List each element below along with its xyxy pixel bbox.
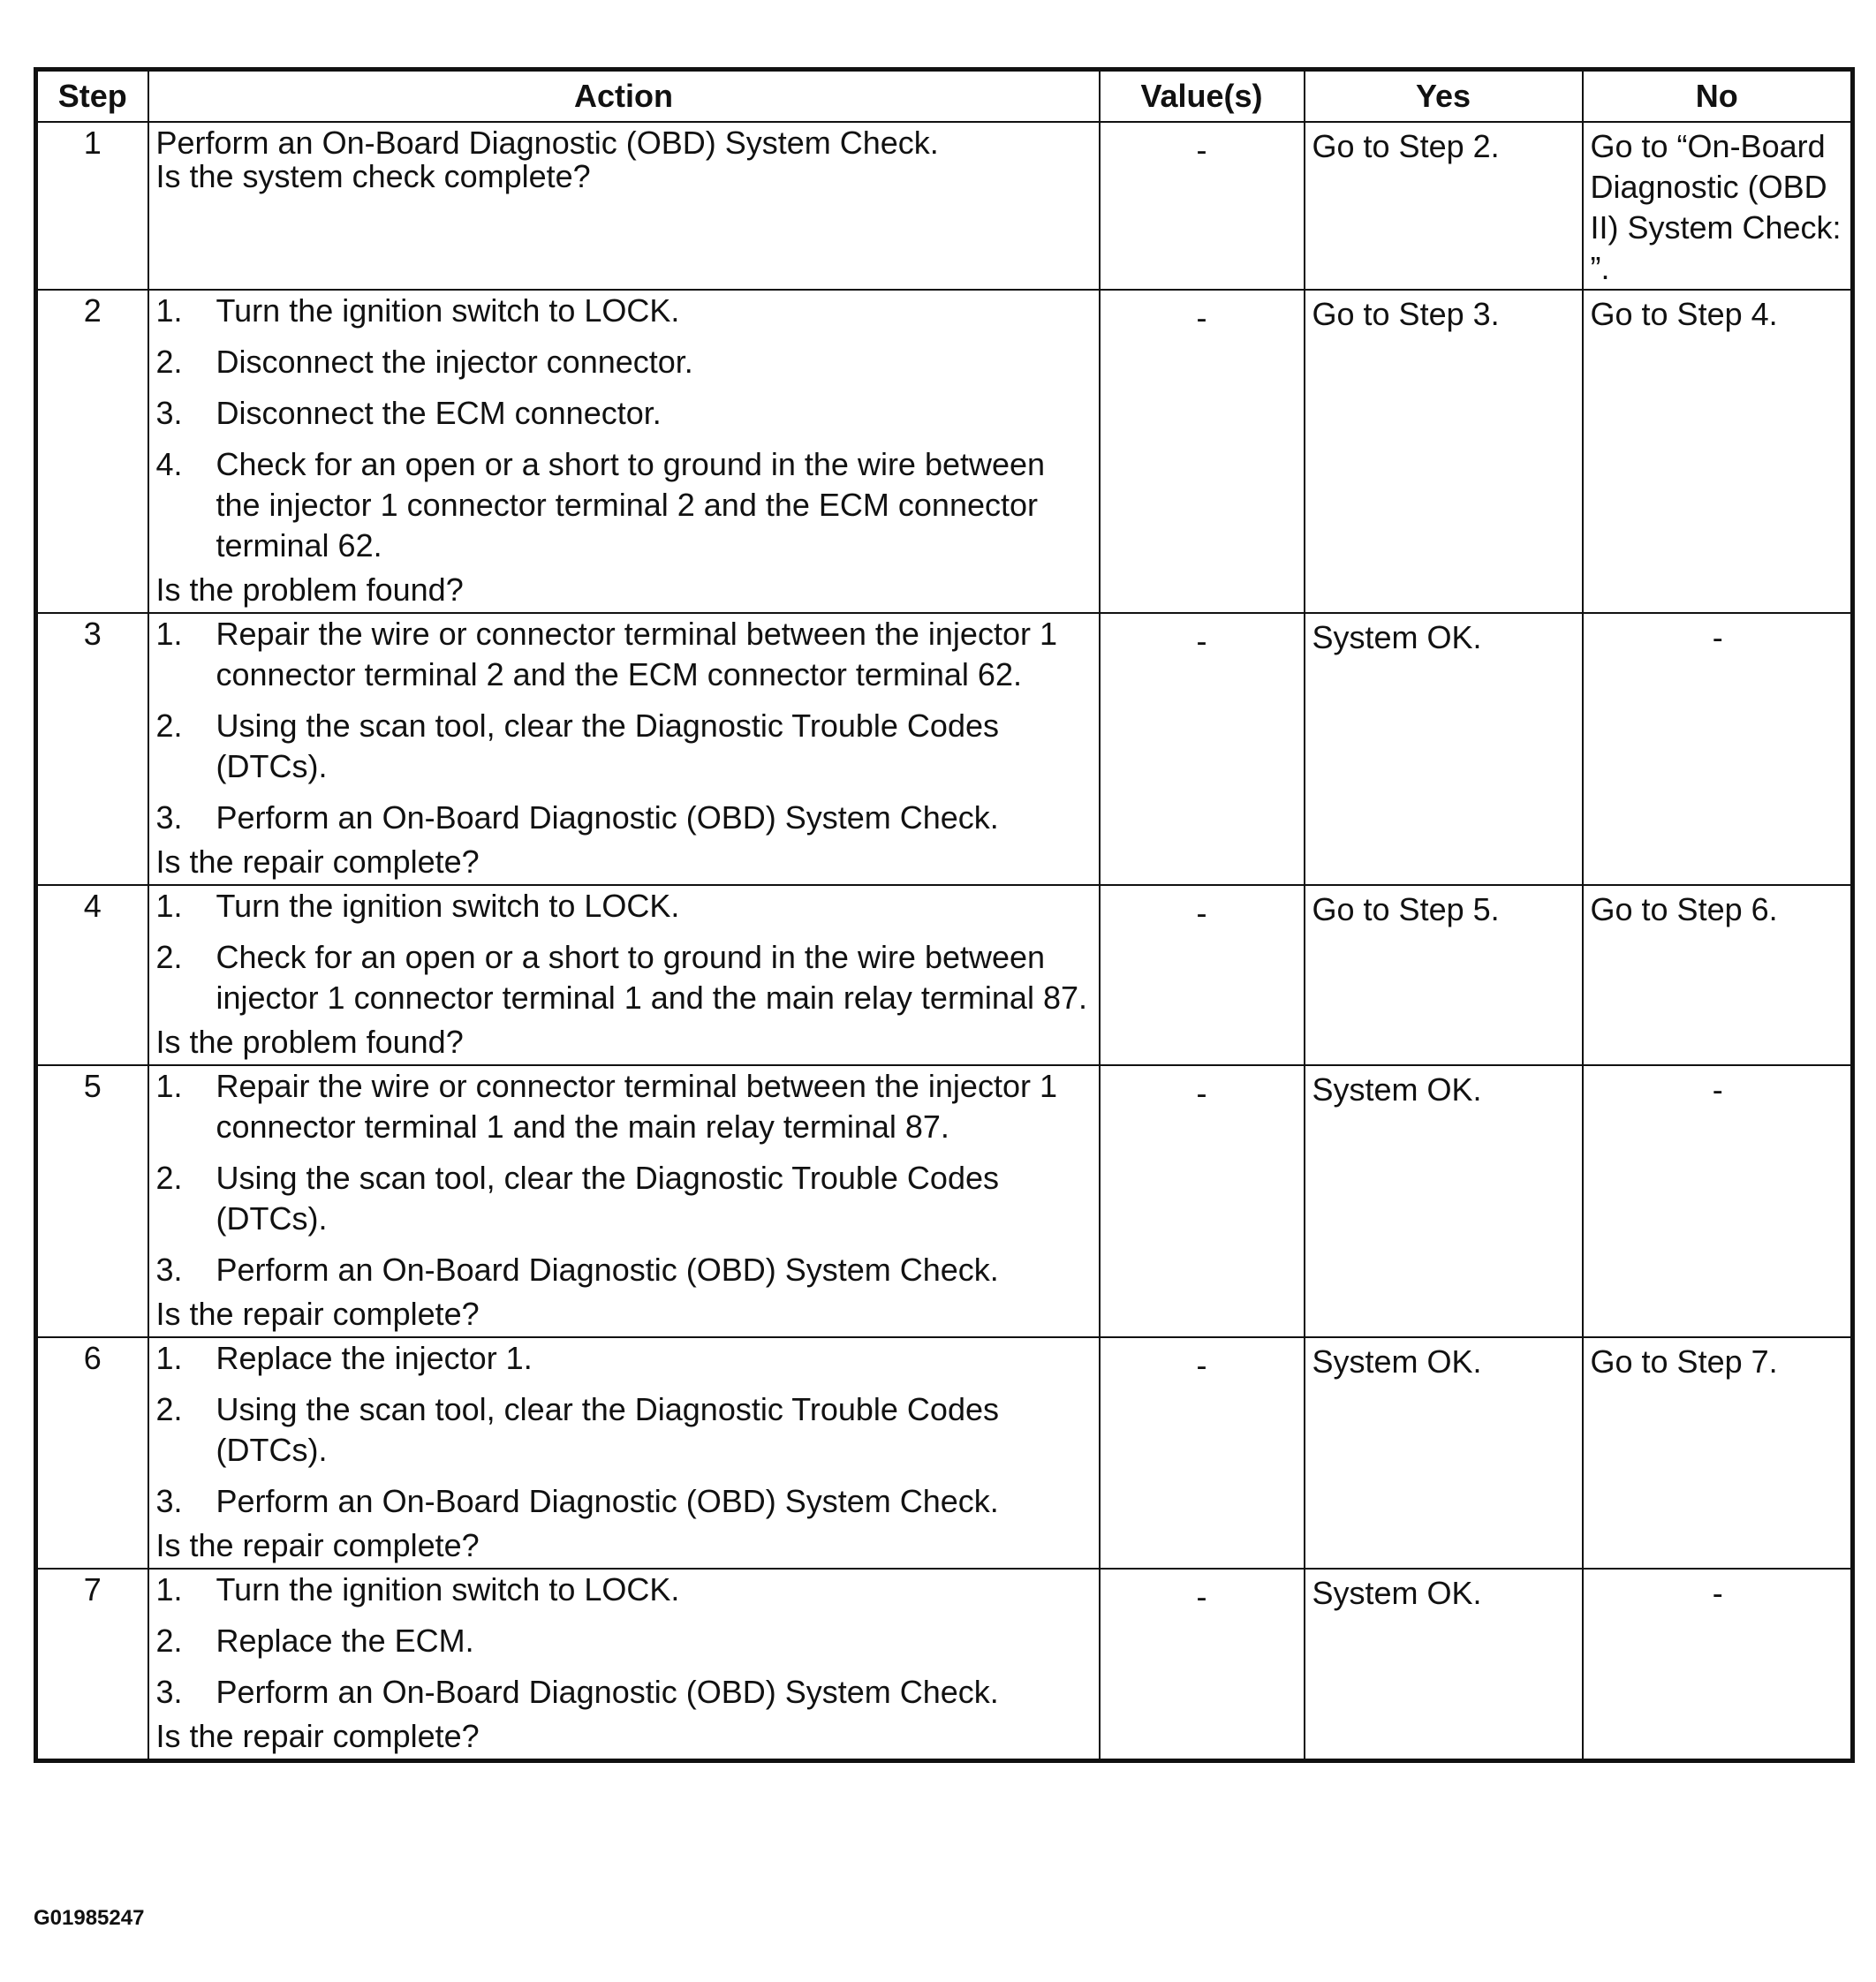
action-item-text: Perform an On-Board Diagnostic (OBD) System Check. (216, 1483, 999, 1519)
action-item-text: Perform an On-Board Diagnostic (OBD) System Check. (216, 1674, 999, 1710)
header-action: Action (148, 70, 1100, 123)
step-number: 5 (36, 1065, 148, 1337)
action-item-text: Turn the ignition switch to LOCK. (216, 292, 680, 329)
yes-cell: Go to Step 5. (1305, 885, 1583, 1065)
action-item-text: Disconnect the ECM connector. (216, 395, 662, 431)
action-item (156, 1158, 1088, 1239)
table-row (36, 1337, 1853, 1569)
action-item-number: 2. (155, 1391, 183, 1427)
action-item-number: 3. (155, 395, 183, 431)
action-item-text: Replace the injector 1. (216, 1340, 533, 1376)
action-item (156, 444, 1088, 566)
no-cell: Go to Step 7. (1583, 1337, 1853, 1569)
action-item-number: 2. (155, 1623, 183, 1659)
table-row (36, 1065, 1853, 1337)
action-item-number: 1. (155, 1571, 183, 1608)
yes-cell: System OK. (1305, 1337, 1583, 1569)
step-number: 7 (36, 1569, 148, 1761)
action-list (156, 1066, 1088, 1290)
action-item (156, 886, 1088, 927)
header-yes: Yes (1305, 70, 1583, 123)
action-item-number: 3. (155, 1674, 183, 1710)
value-cell: - (1100, 1337, 1305, 1569)
action-cell (148, 613, 1100, 885)
value-cell: - (1100, 1569, 1305, 1761)
action-item-number: 3. (155, 1252, 183, 1288)
action-item-number: 2. (155, 344, 183, 380)
yes-cell: Go to Step 2. (1305, 122, 1583, 290)
action-item-number: 2. (155, 707, 183, 744)
action-item-text: Using the scan tool, clear the Diagnostic Trouble Codes (DTCs). (216, 1160, 999, 1237)
action-question: Is the problem found? (155, 1024, 464, 1060)
action-question: Is the repair complete? (155, 1527, 480, 1563)
action-question: Is the repair complete? (155, 1296, 480, 1332)
yes-cell: System OK. (1305, 1569, 1583, 1761)
action-item (156, 1672, 1088, 1713)
action-question: Is the system check complete? (155, 158, 591, 194)
action-intro: Perform an On-Board Diagnostic (OBD) System Check. (155, 125, 939, 161)
action-item-number: 1. (155, 292, 183, 329)
value-cell: - (1100, 1065, 1305, 1337)
table-row (36, 1569, 1853, 1761)
action-question: Is the repair complete? (155, 843, 480, 880)
no-cell: Go to Step 6. (1583, 885, 1853, 1065)
action-item-text: Repair the wire or connector terminal between the injector 1 connector terminal 2 and the ECM connector terminal 62. (216, 616, 1057, 692)
table-row (36, 122, 1853, 290)
action-item (156, 706, 1088, 787)
action-item (156, 393, 1088, 434)
action-item-text: Using the scan tool, clear the Diagnostic Trouble Codes (DTCs). (216, 707, 999, 784)
action-item (156, 798, 1088, 838)
value-cell: - (1100, 885, 1305, 1065)
action-item (156, 937, 1088, 1018)
action-item (156, 614, 1088, 695)
action-list (156, 1570, 1088, 1713)
step-number: 2 (36, 290, 148, 613)
action-item-number: 1. (155, 616, 183, 652)
action-question: Is the problem found? (155, 571, 464, 608)
action-list (156, 614, 1088, 838)
action-item (156, 1389, 1088, 1471)
action-item-number: 3. (155, 1483, 183, 1519)
action-item (156, 1250, 1088, 1290)
action-item-text: Check for an open or a short to ground in the wire between injector 1 connector terminal 1 and the main relay terminal 87. (216, 939, 1088, 1016)
action-item-text: Turn the ignition switch to LOCK. (216, 1571, 680, 1608)
action-item-number: 1. (155, 1340, 183, 1376)
step-number: 4 (36, 885, 148, 1065)
action-cell (148, 1569, 1100, 1761)
step-number: 6 (36, 1337, 148, 1569)
yes-cell: System OK. (1305, 613, 1583, 885)
action-item-text: Replace the ECM. (216, 1623, 474, 1659)
action-item (156, 1570, 1088, 1610)
action-item-text: Repair the wire or connector terminal between the injector 1 connector terminal 1 and the main relay terminal 87. (216, 1068, 1057, 1145)
action-item-text: Perform an On-Board Diagnostic (OBD) System Check. (216, 1252, 999, 1288)
action-list (156, 1338, 1088, 1522)
action-item-number: 1. (155, 1068, 183, 1104)
action-list (156, 886, 1088, 1018)
yes-cell: System OK. (1305, 1065, 1583, 1337)
action-item-text: Disconnect the injector connector. (216, 344, 693, 380)
action-cell (148, 290, 1100, 613)
header-values: Value(s) (1100, 70, 1305, 123)
value-cell: - (1100, 290, 1305, 613)
action-item-number: 2. (155, 939, 183, 975)
header-row (36, 70, 1853, 123)
action-cell (148, 1065, 1100, 1337)
action-item-text: Using the scan tool, clear the Diagnostic Trouble Codes (DTCs). (216, 1391, 999, 1468)
action-item (156, 291, 1088, 331)
yes-cell: Go to Step 3. (1305, 290, 1583, 613)
action-item-text: Perform an On-Board Diagnostic (OBD) System Check. (216, 799, 999, 836)
step-number: 1 (36, 122, 148, 290)
action-list (156, 291, 1088, 566)
action-item (156, 1338, 1088, 1379)
action-item-number: 3. (155, 799, 183, 836)
step-number: 3 (36, 613, 148, 885)
action-item-number: 2. (155, 1160, 183, 1196)
action-cell (148, 885, 1100, 1065)
action-cell (148, 122, 1100, 290)
action-item-number: 1. (155, 888, 183, 924)
action-question: Is the repair complete? (155, 1718, 480, 1754)
no-cell: - (1583, 613, 1853, 885)
diagnostic-table (34, 67, 1855, 1763)
table-body (36, 122, 1853, 1761)
table-row (36, 885, 1853, 1065)
action-item-text: Turn the ignition switch to LOCK. (216, 888, 680, 924)
table-row (36, 613, 1853, 885)
action-cell (148, 1337, 1100, 1569)
header-step: Step (36, 70, 148, 123)
action-item (156, 1066, 1088, 1147)
no-cell: - (1583, 1065, 1853, 1337)
figure-id: G01985247 (34, 1906, 145, 1930)
table-row (36, 290, 1853, 613)
no-cell: Go to “On-Board Diagnostic (OBD II) System Check: ”. (1583, 122, 1853, 290)
value-cell: - (1100, 122, 1305, 290)
no-cell: Go to Step 4. (1583, 290, 1853, 613)
action-item (156, 1621, 1088, 1661)
header-no: No (1583, 70, 1853, 123)
action-item-text: Check for an open or a short to ground in the wire between the injector 1 connector terminal 2 and the ECM connector terminal 62. (216, 446, 1046, 564)
no-cell: - (1583, 1569, 1853, 1761)
action-item (156, 342, 1088, 382)
action-item (156, 1481, 1088, 1522)
action-item-number: 4. (155, 446, 183, 482)
value-cell: - (1100, 613, 1305, 885)
